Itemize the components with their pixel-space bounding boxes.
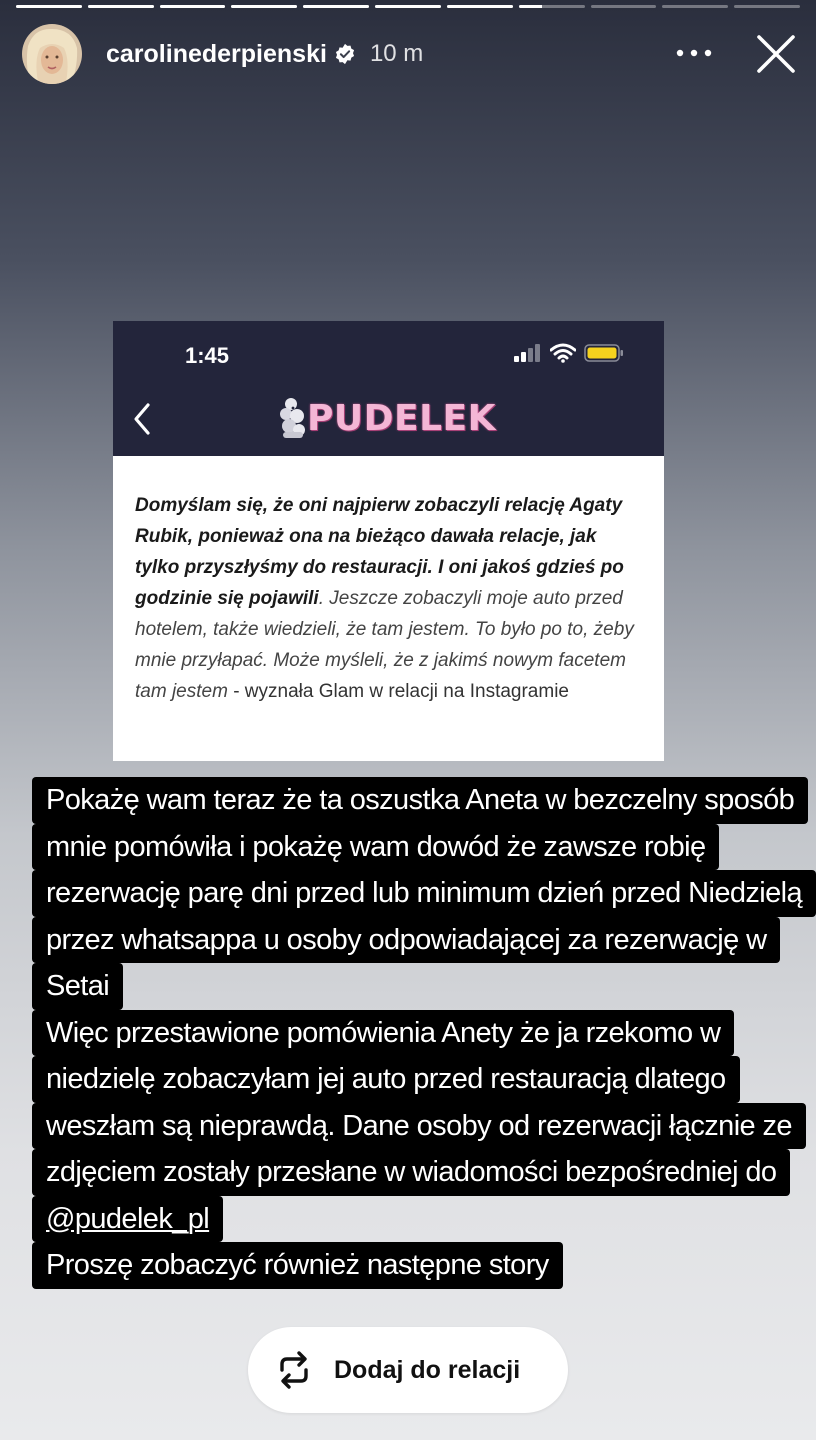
- close-icon[interactable]: [754, 32, 798, 76]
- progress-segment: [734, 5, 800, 8]
- progress-fill: [231, 5, 297, 8]
- progress-segment: [662, 5, 728, 8]
- progress-fill: [160, 5, 226, 8]
- caption-line: Pokażę wam teraz że ta oszustka Aneta w bezczelny sposób: [32, 777, 808, 824]
- screenshot-time: 1:45: [185, 343, 230, 368]
- caption-line: Setai: [32, 963, 123, 1010]
- article-quote: [113, 456, 664, 707]
- caption-line-mention: [32, 1196, 223, 1243]
- more-dots-icon: [676, 49, 712, 57]
- caption-line: Proszę zobaczyć również następne story: [32, 1242, 563, 1289]
- site-logo-text: PUDELEK: [307, 397, 497, 439]
- more-button[interactable]: [672, 36, 716, 70]
- article-italic-text: . Jeszcze zobaczyli moje auto przed hotelem, także wiedzieli, że tam jestem. To było po to, żeby mnie przyłapać. Może myśleli, że z jakimś nowym facetem tam jestem: [135, 588, 634, 702]
- embedded-screenshot: [113, 321, 664, 761]
- status-bar-icons: [514, 343, 624, 363]
- add-to-story-label: Dodaj do relacji: [334, 1355, 521, 1384]
- caption-line: rezerwację parę dni przed lub minimum dzień przed Niedzielą: [32, 870, 816, 917]
- progress-segment: [591, 5, 657, 8]
- caption-line: mnie pomówiła i pokażę wam dowód że zawsze robię: [32, 824, 719, 871]
- caption-line: niedzielę zobaczyłam jej auto przed restauracją dlatego: [32, 1056, 740, 1103]
- verified-badge-icon: [334, 43, 356, 65]
- repost-icon: [274, 1350, 314, 1390]
- battery-icon: [584, 343, 624, 363]
- mention-link[interactable]: @pudelek_pl: [46, 1202, 210, 1235]
- progress-fill: [519, 5, 542, 8]
- avatar[interactable]: [22, 24, 82, 84]
- caption-line: przez whatsappa u osoby odpowiadającej za rezerwację w: [32, 917, 780, 964]
- progress-segment: [88, 5, 154, 8]
- progress-fill: [375, 5, 441, 8]
- caption-line: zdjęciem zostały przesłane w wiadomości bezpośredniej do: [32, 1149, 790, 1196]
- article-plain-text: - wyznała Glam w relacji na Instagramie: [227, 681, 569, 702]
- progress-segment: [303, 5, 369, 8]
- progress-segment: [160, 5, 226, 8]
- back-chevron-icon: [131, 401, 153, 437]
- screenshot-header: [113, 321, 664, 456]
- progress-fill: [88, 5, 154, 8]
- story-header: [22, 22, 802, 86]
- poodle-icon: [279, 396, 307, 440]
- add-to-story-button[interactable]: [248, 1327, 568, 1413]
- progress-segment: [16, 5, 82, 8]
- signal-icon: [514, 344, 542, 362]
- pudelek-logo: [279, 395, 496, 441]
- wifi-icon: [550, 343, 576, 363]
- article-bold-text: Domyślam się, że oni najpierw zobaczyli relację Agaty Rubik, ponieważ ona na bieżąco dawała relacje, jak tylko przyszłyśmy do restauracji. I oni jakoś gdzieś po godzinie się pojawili: [135, 495, 624, 609]
- progress-segment: [519, 5, 585, 8]
- progress-segment: [375, 5, 441, 8]
- story-progress: [16, 5, 800, 8]
- timestamp: 10 m: [369, 40, 424, 67]
- story-caption: [32, 777, 803, 1289]
- username[interactable]: carolinederpienski: [106, 39, 327, 68]
- progress-segment: [231, 5, 297, 8]
- caption-line: Więc przestawione pomówienia Anety że ja rzekomo w: [32, 1010, 734, 1057]
- caption-line: weszłam są nieprawdą. Dane osoby od rezerwacji łącznie ze: [32, 1103, 806, 1150]
- progress-fill: [447, 5, 513, 8]
- progress-fill: [303, 5, 369, 8]
- progress-segment: [447, 5, 513, 8]
- progress-fill: [16, 5, 82, 8]
